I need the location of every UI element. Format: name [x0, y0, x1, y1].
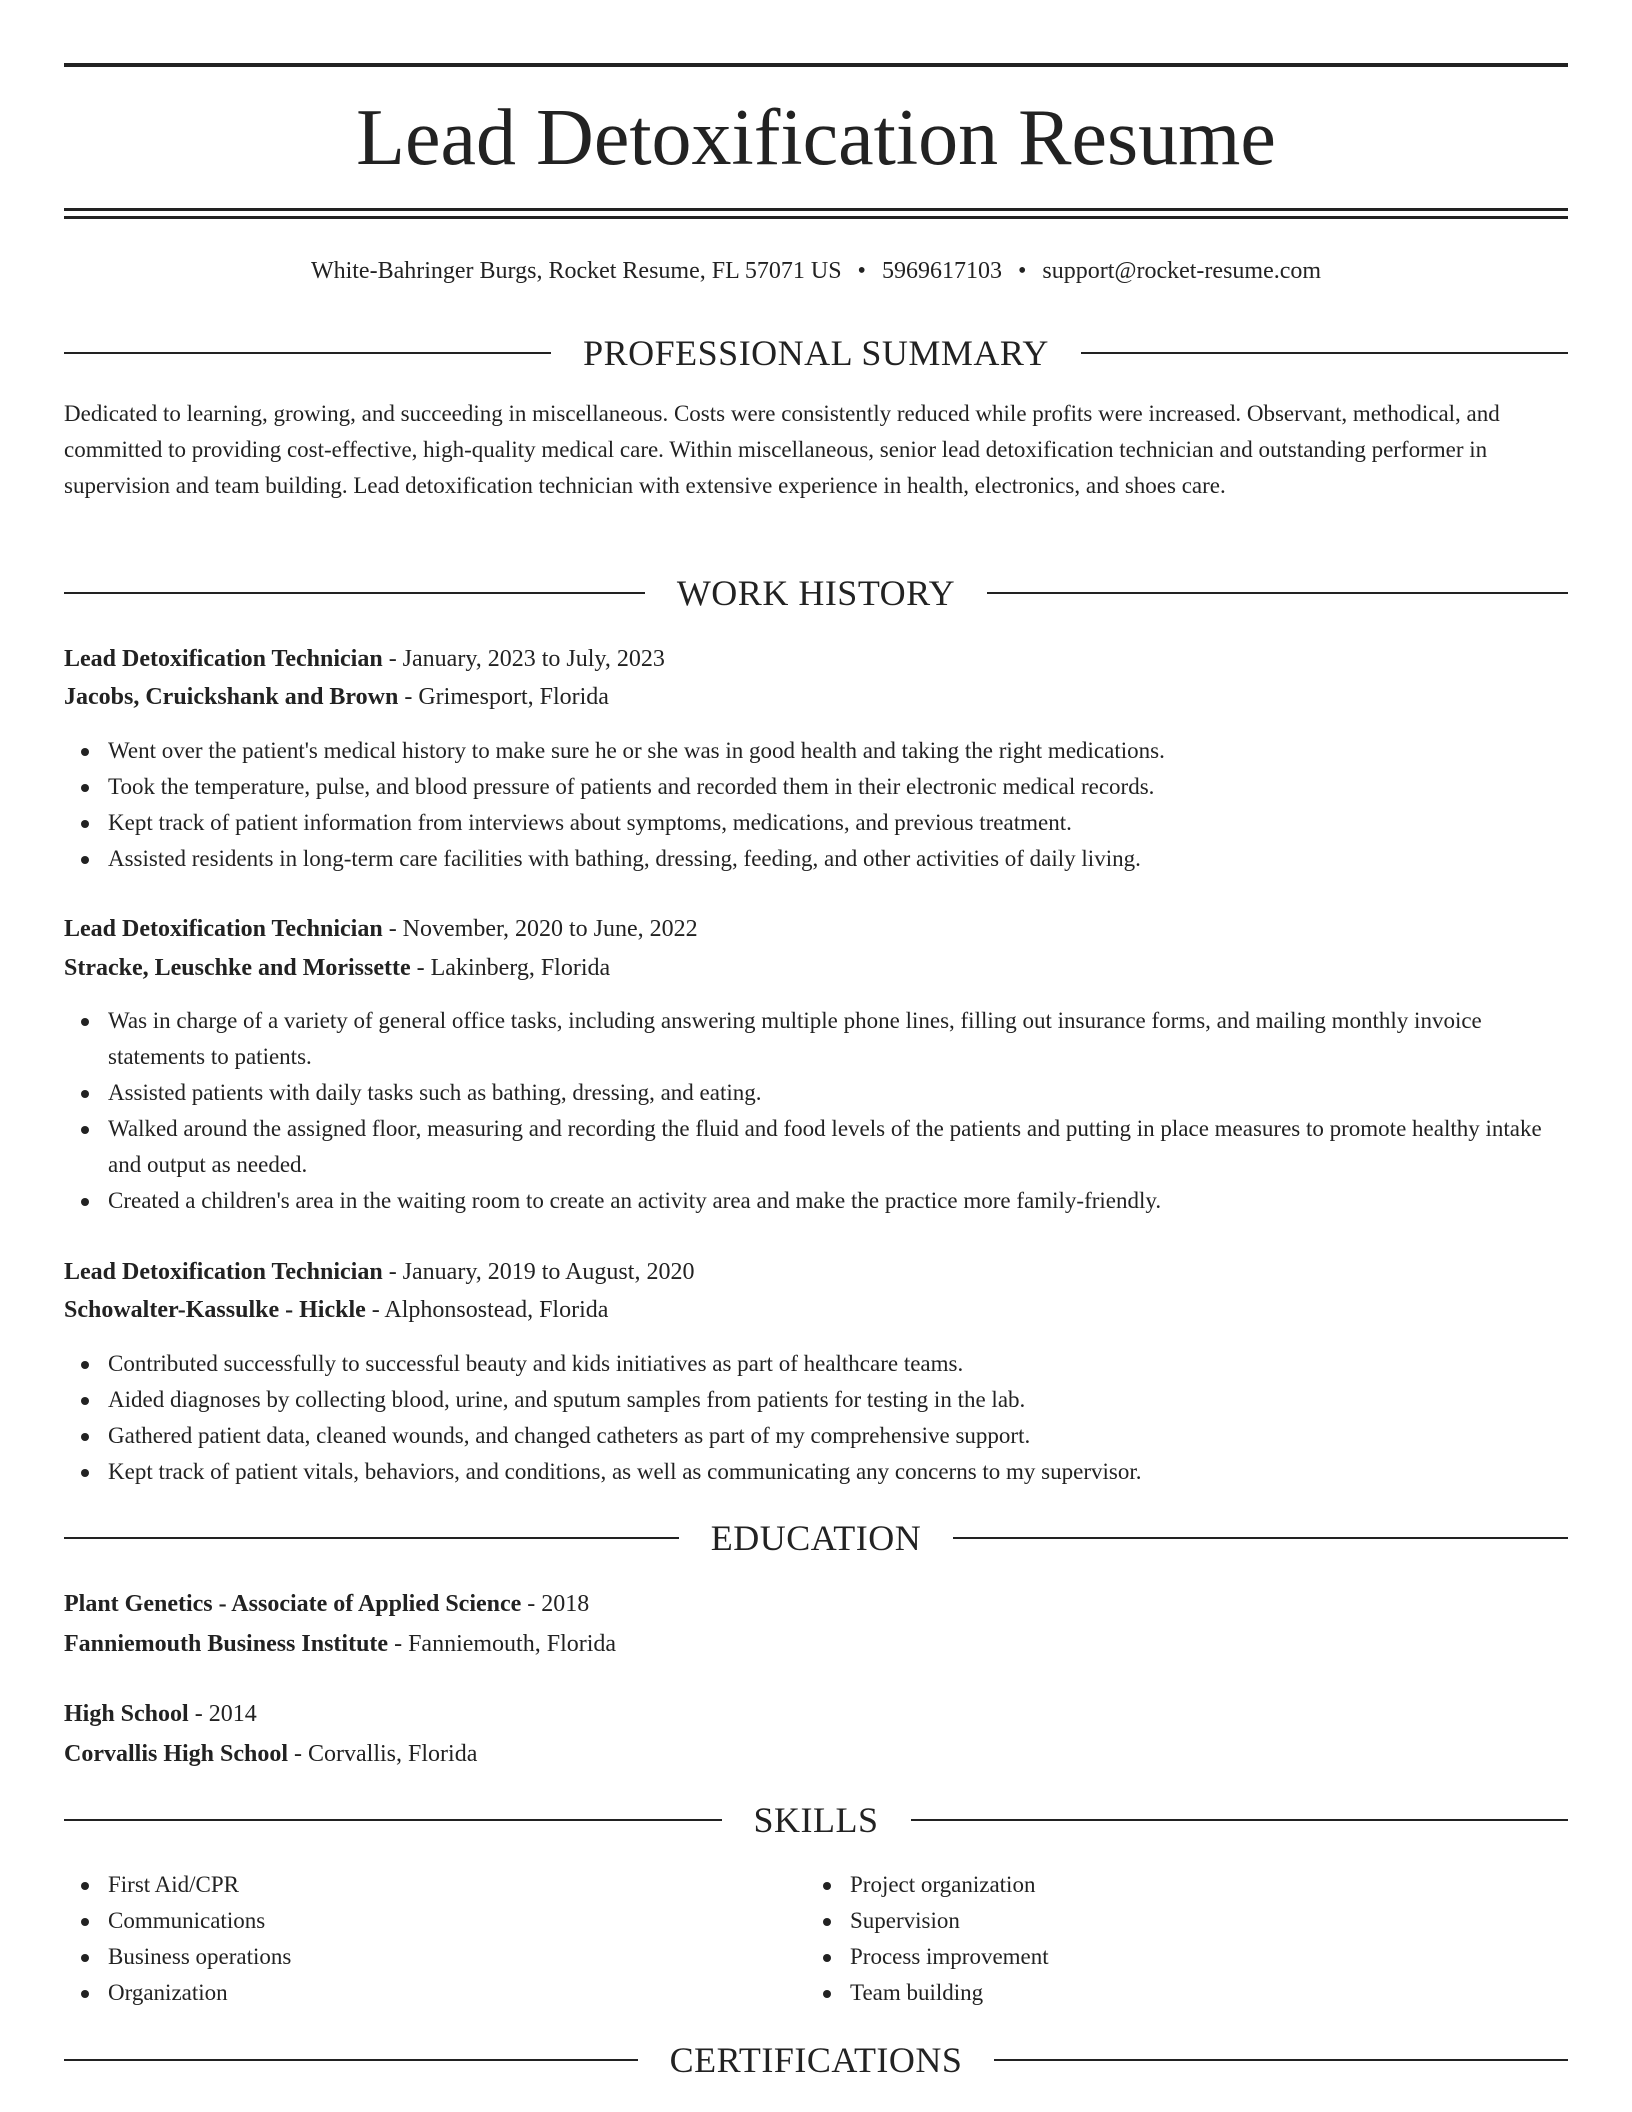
contact-separator: • [1017, 258, 1027, 284]
contact-email: support@rocket-resume.com [1042, 258, 1322, 284]
education-school-line [64, 1626, 1568, 1662]
section-rule [911, 1819, 1569, 1821]
education-school: Corvallis High School [64, 1741, 289, 1767]
list-item: Kept track of patient information from interviews about symptoms, medications, and previous treatment. [64, 805, 1568, 841]
education-heading: EDUCATION [710, 1518, 922, 1558]
list-item: Was in charge of a variety of general office tasks, including answering multiple phone lines, filling out insurance forms, and mailing monthly invoice statements to patients. [64, 1003, 1568, 1075]
education-year: - 2014 [188, 1701, 257, 1727]
education-degree: High School [64, 1701, 189, 1727]
job-company-line [64, 950, 1568, 986]
section-rule [64, 1819, 722, 1821]
list-item: Contributed successfully to successful beauty and kids initiatives as part of healthcare teams. [64, 1346, 1568, 1382]
list-item: Took the temperature, pulse, and blood pressure of patients and recorded them in their electronic medical records. [64, 769, 1568, 805]
title-double-rule-upper [64, 208, 1568, 211]
job-bullets [64, 733, 1568, 877]
job-bullets [64, 1346, 1568, 1490]
job-title-line [64, 1254, 1568, 1290]
contact-separator: • [857, 258, 866, 284]
skill-item: Business operations [64, 1939, 1568, 1975]
education-school: Fanniemouth Business Institute [64, 1631, 389, 1657]
job-title-line [64, 641, 1568, 677]
job-dates: - January, 2019 to August, 2020 [382, 1259, 695, 1285]
contact-phone: 5969617103 [881, 258, 1002, 284]
job-title-line [64, 911, 1568, 947]
work-section-header [64, 571, 1568, 615]
education-year: - 2018 [521, 1591, 590, 1617]
skills-list-right [806, 1867, 1632, 2011]
job-company-line [64, 679, 1568, 715]
section-rule [994, 2059, 1568, 2061]
list-item: Kept track of patient vitals, behaviors, and conditions, as well as communicating any concerns to my supervisor. [64, 1454, 1568, 1490]
skill-item: Team building [806, 1975, 1632, 2011]
job-bullets [64, 1003, 1568, 1219]
skill-item: Communications [64, 1903, 1568, 1939]
summary-heading: PROFESSIONAL SUMMARY [583, 333, 1049, 373]
section-rule [953, 1537, 1568, 1539]
list-item: Went over the patient's medical history to make sure he or she was in good health and taking the right medications. [64, 733, 1568, 769]
section-rule [1081, 352, 1568, 354]
education-degree-line [64, 1586, 1568, 1622]
job-title: Lead Detoxification Technician [64, 916, 383, 942]
list-item: Assisted residents in long-term care facilities with bathing, dressing, feeding, and other activities of daily living. [64, 841, 1568, 877]
contact-line [64, 254, 1568, 288]
section-rule [64, 2059, 638, 2061]
job-company-line [64, 1292, 1568, 1328]
job-company: Schowalter-Kassulke - Hickle [64, 1297, 366, 1323]
skill-item: First Aid/CPR [64, 1867, 1568, 1903]
job-company: Jacobs, Cruickshank and Brown [64, 684, 399, 710]
skill-item: Process improvement [806, 1939, 1632, 1975]
title-double-rule-lower [64, 216, 1568, 219]
list-item: Gathered patient data, cleaned wounds, and changed catheters as part of my comprehensive support. [64, 1418, 1568, 1454]
education-degree: Plant Genetics - Associate of Applied Science [64, 1591, 522, 1617]
summary-section-header [64, 331, 1568, 375]
list-item: Aided diagnoses by collecting blood, urine, and sputum samples from patients for testing in the lab. [64, 1382, 1568, 1418]
top-rule [64, 63, 1568, 67]
certifications-heading: CERTIFICATIONS [669, 2040, 963, 2080]
section-rule [64, 352, 551, 354]
section-rule [64, 1537, 679, 1539]
section-rule [987, 592, 1568, 594]
list-item: Assisted patients with daily tasks such as bathing, dressing, and eating. [64, 1075, 1568, 1111]
education-location: - Fanniemouth, Florida [388, 1631, 617, 1657]
summary-text: Dedicated to learning, growing, and succeeding in miscellaneous. Costs were consistently reduced while profits were increased. Observant, methodical, and committed to providing cost-effective, high-quality medical care. Within miscellaneous, senior lead detoxification technician and outstanding performer in supervision and team building. Lead detoxification technician with extensive experience in health, electronics, and shoes care. [64, 401, 1500, 498]
education-section-header [64, 1516, 1568, 1560]
skill-item: Project organization [806, 1867, 1632, 1903]
certifications-section-header [64, 2038, 1568, 2082]
job-location: - Lakinberg, Florida [410, 955, 611, 981]
job-dates: - November, 2020 to June, 2022 [382, 916, 698, 942]
list-item: Walked around the assigned floor, measuring and recording the fluid and food levels of the patients and putting in place measures to promote healthy intake and output as needed. [64, 1111, 1568, 1183]
job-location: - Grimesport, Florida [398, 684, 609, 710]
list-item: Created a children's area in the waiting room to create an activity area and make the practice more family-friendly. [64, 1183, 1568, 1219]
work-heading: WORK HISTORY [676, 573, 956, 613]
skill-item: Organization [64, 1975, 1568, 2011]
section-rule [64, 592, 645, 594]
contact-address: White-Bahringer Burgs, Rocket Resume, FL 57071 US [310, 258, 842, 284]
job-company: Stracke, Leuschke and Morissette [64, 955, 411, 981]
job-dates: - January, 2023 to July, 2023 [382, 646, 665, 672]
job-title: Lead Detoxification Technician [64, 1259, 383, 1285]
job-title: Lead Detoxification Technician [64, 646, 383, 672]
skills-heading: SKILLS [753, 1800, 879, 1840]
page-title: Lead Detoxification Resume [356, 94, 1276, 182]
skills-section-header [64, 1798, 1568, 1842]
skill-item: Supervision [806, 1903, 1632, 1939]
education-degree-line [64, 1696, 1568, 1732]
job-location: - Alphonsostead, Florida [365, 1297, 609, 1323]
education-location: - Corvallis, Florida [288, 1741, 478, 1767]
education-school-line [64, 1736, 1568, 1772]
